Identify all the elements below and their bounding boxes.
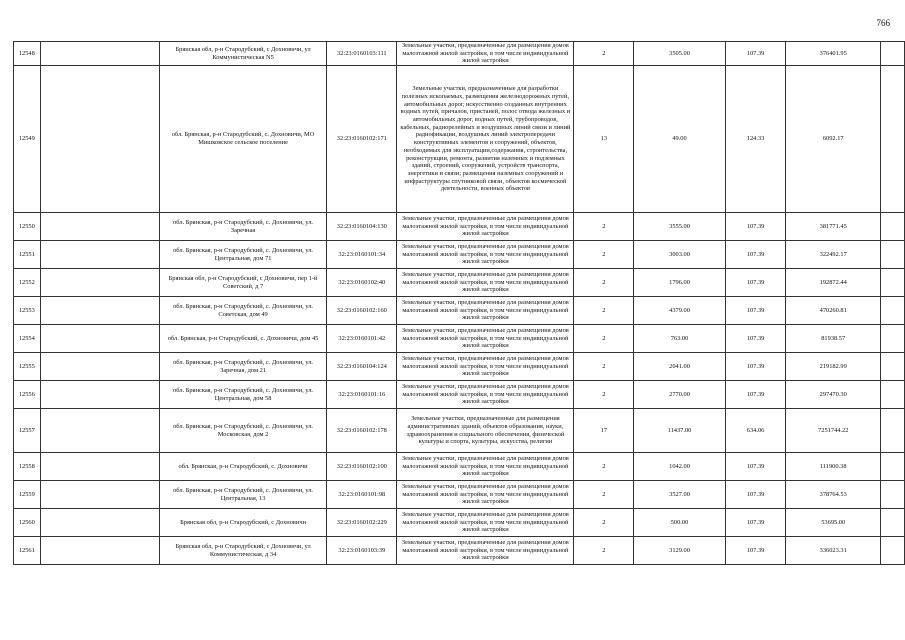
permitted-use-cell: Земельные участки, предназначенные для размещения домов малоэтажной жилой застройки, в том числе индивидуальной жилой застройки: [397, 353, 574, 381]
address-cell: обл. Брянская, р-н Стародубский, с. Дохновичи, ул. Центральная, дом 58: [159, 381, 327, 409]
address-cell: Брянская обл, р-н Стародубский, с Дохновичи, ул Коммунистическая N5: [159, 42, 327, 66]
cadastral-value-cell: 81938.57: [786, 325, 881, 353]
cadastral-number-cell: 32:23:0160102:229: [327, 509, 397, 537]
cadastral-value-cell: 219182.99: [786, 353, 881, 381]
blank-cell: [40, 66, 159, 213]
cadastral-number-cell: 32:23:0160102:171: [327, 66, 397, 213]
blank-cell: [40, 409, 159, 453]
address-cell: Брянская обл, р-н Стародубский, с Дохновичи, ул Коммунистическая, д 34: [159, 537, 327, 565]
address-cell: Брянская обл, р-н Стародубский, с Дохновичи, пер 1-й Советский, д 7: [159, 269, 327, 297]
cadastral-number-cell: 32:23:0160101:42: [327, 325, 397, 353]
blank-cell: [40, 381, 159, 409]
cadastral-value-cell: 192872.44: [786, 269, 881, 297]
cadastral-value-cell: 322492.17: [786, 241, 881, 269]
specific-value-cell: 107.39: [725, 481, 785, 509]
specific-value-cell: 107.39: [725, 381, 785, 409]
permitted-use-cell: Земельные участки, предназначенные для размещения домов малоэтажной жилой застройки, в том числе индивидуальной жилой застройки: [397, 297, 574, 325]
category-cell: 17: [574, 409, 634, 453]
address-cell: обл. Брянская, р-н Стародубский, с. Дохновичи, ул. Центральная, дом 71: [159, 241, 327, 269]
cadastral-number-cell: 32:23:0160101:98: [327, 481, 397, 509]
permitted-use-cell: Земельные участки, предназначенные для размещения домов малоэтажной жилой застройки, в том числе индивидуальной жилой застройки: [397, 481, 574, 509]
cadastral-number-cell: 32:23:0160102:40: [327, 269, 397, 297]
category-cell: 2: [574, 213, 634, 241]
table-row: [14, 241, 905, 269]
cadastral-value-cell: 378764.53: [786, 481, 881, 509]
category-cell: 2: [574, 353, 634, 381]
specific-value-cell: 107.39: [725, 509, 785, 537]
table-body: [14, 42, 905, 565]
permitted-use-cell: Земельные участки, предназначенные для размещения домов малоэтажной жилой застройки, в том числе индивидуальной жилой застройки: [397, 269, 574, 297]
permitted-use-cell: Земельные участки, предназначенные для размещения домов малоэтажной жилой застройки, в том числе индивидуальной жилой застройки: [397, 453, 574, 481]
blank-cell: [40, 325, 159, 353]
blank-cell: [40, 453, 159, 481]
category-cell: 2: [574, 453, 634, 481]
area-cell: 3505.00: [634, 42, 726, 66]
address-cell: обл. Брянская, р-н Стародубский, с. Дохновичи, ул. Советская, дом 49: [159, 297, 327, 325]
specific-value-cell: 107.39: [725, 269, 785, 297]
address-cell: обл. Брянская, р-н Стародубский, с. Дохновичи, ул. Московская, дом 2: [159, 409, 327, 453]
table-row: [14, 537, 905, 565]
table-row: [14, 409, 905, 453]
specific-value-cell: 107.39: [725, 537, 785, 565]
permitted-use-cell: Земельные участки, предназначенные для разработки полезных ископаемых, размещения железнодорожных путей, автомобильных дорог, искусственно созданных внутренних водных путей, причалов, пристаней, полос отвода железных и автомобильных дорог, водных путей, трубопроводов, кабельных, радиорелейных и воздушных линий связи и линий радиофикации, воздушных линий электропередачи конструктивных элементов и сооружений, объектов, необходимых для эксплуатации,содержания, строительства, реконструкции, ремонта, развития наземных и подземных зданий, строений, сооружений, устройств транспорта, энергетики и связи; размещения наземных сооружений и инфраструктуры спутниковой связи, объектов космической деятельности, военных объектов: [397, 66, 574, 213]
blank-cell: [40, 509, 159, 537]
specific-value-cell: 124.33: [725, 66, 785, 213]
category-cell: 2: [574, 381, 634, 409]
blank-cell: [881, 297, 905, 325]
cadastral-number-cell: 32:23:0160101:34: [327, 241, 397, 269]
area-cell: 3555.00: [634, 213, 726, 241]
blank-cell: [40, 537, 159, 565]
row-number-cell: 12550: [14, 213, 41, 241]
blank-cell: [881, 66, 905, 213]
area-cell: 3003.00: [634, 241, 726, 269]
specific-value-cell: 107.39: [725, 325, 785, 353]
area-cell: 11437.00: [634, 409, 726, 453]
blank-cell: [40, 269, 159, 297]
address-cell: обл. Брянская, р-н Стародубский, с. Дохновичи, ул. Заречная, дом 21: [159, 353, 327, 381]
area-cell: 4379.00: [634, 297, 726, 325]
row-number-cell: 12558: [14, 453, 41, 481]
address-cell: обл. Брянская, р-н Стародубский, с. Дохновичи, ул. Центральная, 13: [159, 481, 327, 509]
cadastral-value-cell: 336023.31: [786, 537, 881, 565]
specific-value-cell: 107.39: [725, 297, 785, 325]
table-row: [14, 297, 905, 325]
table-row: [14, 381, 905, 409]
blank-cell: [40, 481, 159, 509]
cadastral-number-cell: 32:23:0160102:100: [327, 453, 397, 481]
table-row: [14, 509, 905, 537]
area-cell: 1796.00: [634, 269, 726, 297]
category-cell: 13: [574, 66, 634, 213]
row-number-cell: 12560: [14, 509, 41, 537]
cadastral-value-cell: 470260.81: [786, 297, 881, 325]
area-cell: 500.00: [634, 509, 726, 537]
specific-value-cell: 107.39: [725, 241, 785, 269]
address-cell: Брянская обл, р-н Стародубский, с Дохновичи: [159, 509, 327, 537]
area-cell: 3129.00: [634, 537, 726, 565]
page-number: 766: [876, 18, 890, 28]
permitted-use-cell: Земельные участки, предназначенные для размещения домов малоэтажной жилой застройки, в том числе индивидуальной жилой застройки: [397, 509, 574, 537]
address-cell: обл. Брянская, р-н Стародубский, с. Дохновичи, ул. Заречная: [159, 213, 327, 241]
cadastral-number-cell: 32:23:0160102:160: [327, 297, 397, 325]
blank-cell: [881, 241, 905, 269]
table-row: [14, 353, 905, 381]
blank-cell: [881, 481, 905, 509]
row-number-cell: 12559: [14, 481, 41, 509]
table-row: [14, 453, 905, 481]
blank-cell: [881, 269, 905, 297]
category-cell: 2: [574, 42, 634, 66]
blank-cell: [40, 297, 159, 325]
cadastral-value-cell: 111900.38: [786, 453, 881, 481]
land-registry-table: [13, 41, 905, 565]
row-number-cell: 12556: [14, 381, 41, 409]
permitted-use-cell: Земельные участки, предназначенные для размещения домов малоэтажной жилой застройки, в том числе индивидуальной жилой застройки: [397, 325, 574, 353]
row-number-cell: 12548: [14, 42, 41, 66]
cadastral-value-cell: 53695.00: [786, 509, 881, 537]
area-cell: 763.00: [634, 325, 726, 353]
permitted-use-cell: Земельные участки, предназначенные для размещения домов малоэтажной жилой застройки, в том числе индивидуальной жилой застройки: [397, 381, 574, 409]
specific-value-cell: 634.06: [725, 409, 785, 453]
table-row: [14, 66, 905, 213]
row-number-cell: 12554: [14, 325, 41, 353]
table-row: [14, 481, 905, 509]
specific-value-cell: 107.39: [725, 453, 785, 481]
specific-value-cell: 107.39: [725, 353, 785, 381]
cadastral-value-cell: 381771.45: [786, 213, 881, 241]
row-number-cell: 12549: [14, 66, 41, 213]
category-cell: 2: [574, 509, 634, 537]
row-number-cell: 12553: [14, 297, 41, 325]
specific-value-cell: 107.39: [725, 42, 785, 66]
cadastral-number-cell: 32:23:0160102:178: [327, 409, 397, 453]
area-cell: 49.00: [634, 66, 726, 213]
specific-value-cell: 107.39: [725, 213, 785, 241]
row-number-cell: 12551: [14, 241, 41, 269]
cadastral-number-cell: 32:23:0160104:130: [327, 213, 397, 241]
blank-cell: [881, 537, 905, 565]
category-cell: 2: [574, 297, 634, 325]
permitted-use-cell: Земельные участки, предназначенные для размещения домов малоэтажной жилой застройки, в том числе индивидуальной жилой застройки: [397, 213, 574, 241]
area-cell: 2770.00: [634, 381, 726, 409]
address-cell: обл. Брянская, р-н Стародубский, с. Дохновичи, МО Мишковское сельское поселение: [159, 66, 327, 213]
blank-cell: [881, 213, 905, 241]
blank-cell: [881, 381, 905, 409]
permitted-use-cell: Земельные участки, предназначенные для размещения домов малоэтажной жилой застройки, в том числе индивидуальной жилой застройки: [397, 241, 574, 269]
category-cell: 2: [574, 481, 634, 509]
blank-cell: [40, 213, 159, 241]
blank-cell: [881, 325, 905, 353]
category-cell: 2: [574, 325, 634, 353]
category-cell: 2: [574, 241, 634, 269]
address-cell: обл. Брянская, р-н Стародубский, с. Дохновичи: [159, 453, 327, 481]
blank-cell: [881, 353, 905, 381]
blank-cell: [881, 453, 905, 481]
cadastral-number-cell: 32:23:0160104:124: [327, 353, 397, 381]
blank-cell: [881, 42, 905, 66]
blank-cell: [40, 42, 159, 66]
cadastral-number-cell: 32:23:0160103:39: [327, 537, 397, 565]
address-cell: обл. Брянская, р-н Стародубский, с. Дохновичи, дом 45: [159, 325, 327, 353]
area-cell: 2041.00: [634, 353, 726, 381]
area-cell: 3527.00: [634, 481, 726, 509]
cadastral-value-cell: 7251744.22: [786, 409, 881, 453]
permitted-use-cell: Земельные участки, предназначенные для размещения домов малоэтажной жилой застройки, в том числе индивидуальной жилой застройки: [397, 42, 574, 66]
blank-cell: [881, 409, 905, 453]
area-cell: 1042.00: [634, 453, 726, 481]
blank-cell: [40, 241, 159, 269]
cadastral-value-cell: 6092.17: [786, 66, 881, 213]
table-row: [14, 213, 905, 241]
blank-cell: [40, 353, 159, 381]
row-number-cell: 12555: [14, 353, 41, 381]
table-row: [14, 325, 905, 353]
row-number-cell: 12561: [14, 537, 41, 565]
cadastral-value-cell: 297470.30: [786, 381, 881, 409]
cadastral-number-cell: 32:23:0160101:16: [327, 381, 397, 409]
table-row: [14, 42, 905, 66]
row-number-cell: 12552: [14, 269, 41, 297]
cadastral-number-cell: 32:23:0160103:111: [327, 42, 397, 66]
row-number-cell: 12557: [14, 409, 41, 453]
category-cell: 2: [574, 269, 634, 297]
category-cell: 2: [574, 537, 634, 565]
blank-cell: [881, 509, 905, 537]
cadastral-value-cell: 376401.95: [786, 42, 881, 66]
permitted-use-cell: Земельные участки, предназначенные для размещения административных зданий, объектов образования, науки, здравоохранения и социального обеспечения, физической культуры и спорта, культуры, искусства, религии: [397, 409, 574, 453]
permitted-use-cell: Земельные участки, предназначенные для размещения домов малоэтажной жилой застройки, в том числе индивидуальной жилой застройки: [397, 537, 574, 565]
table-row: [14, 269, 905, 297]
